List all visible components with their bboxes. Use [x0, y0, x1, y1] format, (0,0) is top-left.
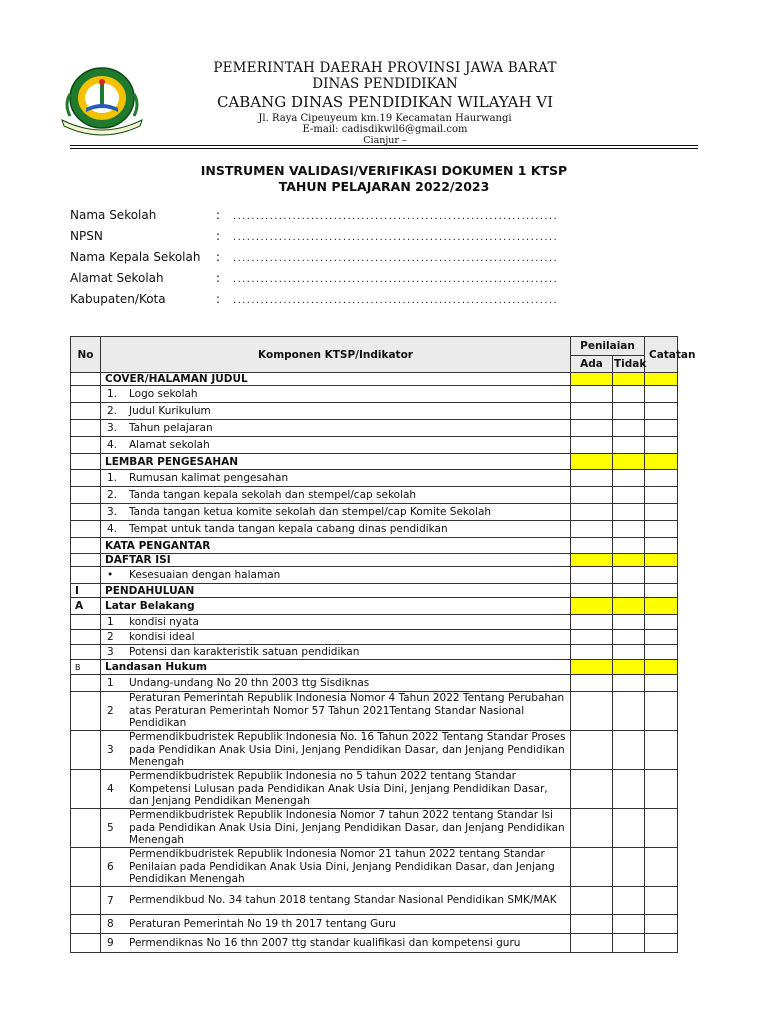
catatan-cell[interactable] — [645, 521, 678, 538]
table-row: 2. Judul Kurikulum — [71, 403, 678, 420]
province-logo — [56, 64, 148, 136]
table-row: 5 Permendikbudristek Republik Indonesia Nomor 7 tahun 2022 tentang Standar Isi pada Pendidikan Anak Usia Dini, Jenjang Pendidikan Dasar, dan Jenjang Pendidikan Menengah — [71, 809, 678, 848]
ada-cell[interactable] — [571, 645, 613, 660]
table-row: 4. Tempat untuk tanda tangan kepala cabang dinas pendidikan — [71, 521, 678, 538]
catatan-cell[interactable] — [645, 567, 678, 584]
tidak-cell[interactable] — [613, 615, 645, 630]
tidak-cell[interactable] — [613, 887, 645, 915]
table-row: DAFTAR ISI — [71, 554, 678, 567]
catatan-cell[interactable] — [645, 615, 678, 630]
tidak-cell[interactable] — [613, 770, 645, 809]
catatan-cell[interactable] — [645, 809, 678, 848]
ktsp-checklist-table — [70, 336, 696, 953]
identity-row-address: Alamat Sekolah : ....................................................................... — [70, 271, 559, 285]
ada-cell[interactable] — [571, 487, 613, 504]
doc-title: INSTRUMEN VALIDASI/VERIFIKASI DOKUMEN 1 KTSP — [200, 163, 568, 178]
col-header-penilaian: Penilaian — [571, 337, 645, 356]
ada-cell[interactable] — [571, 887, 613, 915]
identity-row-city: Kabupaten/Kota : ....................................................................... — [70, 292, 559, 306]
dept-name: DINAS PENDIDIKAN — [312, 76, 458, 92]
table-row: 3 Potensi dan karakteristik satuan pendidikan — [71, 645, 678, 660]
tidak-cell[interactable] — [613, 848, 645, 887]
ada-cell[interactable] — [571, 675, 613, 692]
identity-row-school-name: Nama Sekolah : ....................................................................... — [70, 208, 559, 222]
catatan-cell[interactable] — [645, 934, 678, 953]
catatan-cell[interactable] — [645, 848, 678, 887]
table-row: COVER/HALAMAN JUDUL — [71, 373, 678, 386]
tidak-cell[interactable] — [613, 504, 645, 521]
ada-cell[interactable] — [571, 470, 613, 487]
identity-row-npsn: NPSN : ....................................................................... — [70, 229, 559, 243]
city: Cianjur – — [363, 135, 407, 146]
table-row: 4 Permendikbudristek Republik Indonesia no 5 tahun 2022 tentang Standar Kompetensi Lulusan pada Pendidikan Anak Usia Dini, Jenjang Pendidikan Dasar, dan Jenjang Pendidikan Menengah — [71, 770, 678, 809]
tidak-cell[interactable] — [613, 731, 645, 770]
catatan-cell[interactable] — [645, 504, 678, 521]
tidak-cell[interactable] — [613, 692, 645, 731]
catatan-cell[interactable] — [645, 645, 678, 660]
ada-cell[interactable] — [571, 630, 613, 645]
table-row: 2 Peraturan Pemerintah Republik Indonesia Nomor 4 Tahun 2022 Tentang Perubahan atas Peraturan Pemerintah Nomor 57 Tahun 2021Tentang Standar Nasional Pendidikan — [71, 692, 678, 731]
tidak-cell[interactable] — [613, 521, 645, 538]
table-row: 6 Permendikbudristek Republik Indonesia Nomor 21 tahun 2022 tentang Standar Penilaian pada Pendidikan Anak Usia Dini, Jenjang Pendidikan Dasar, dan Jenjang Pendidikan Menengah — [71, 848, 678, 887]
tidak-cell[interactable] — [613, 487, 645, 504]
tidak-cell[interactable] — [613, 403, 645, 420]
col-header-komponen: Komponen KTSP/Indikator — [101, 337, 571, 373]
gov-name: PEMERINTAH DAERAH PROVINSI JAWA BARAT — [213, 60, 557, 76]
catatan-cell[interactable] — [645, 675, 678, 692]
table-row: 2. Tanda tangan kepala sekolah dan stempel/cap sekolah — [71, 487, 678, 504]
ada-cell[interactable] — [571, 504, 613, 521]
ada-cell[interactable] — [571, 915, 613, 934]
table-row: A Latar Belakang — [71, 598, 678, 615]
catatan-cell[interactable] — [645, 630, 678, 645]
ada-cell[interactable] — [571, 770, 613, 809]
tidak-cell[interactable] — [613, 630, 645, 645]
catatan-cell[interactable] — [645, 887, 678, 915]
catatan-cell[interactable] — [645, 915, 678, 934]
col-header-tidak: Tidak — [613, 356, 645, 373]
branch-name: CABANG DINAS PENDIDIKAN WILAYAH VI — [216, 93, 554, 111]
catatan-cell[interactable] — [645, 692, 678, 731]
table-row: 7 Permendikbud No. 34 tahun 2018 tentang Standar Nasional Pendidikan SMK/MAK — [71, 887, 678, 915]
col-header-no: No — [71, 337, 101, 373]
ada-cell[interactable] — [571, 403, 613, 420]
table-row: KATA PENGANTAR — [71, 538, 678, 554]
table-row: 3. Tanda tangan ketua komite sekolah dan stempel/cap Komite Sekolah — [71, 504, 678, 521]
tidak-cell[interactable] — [613, 470, 645, 487]
table-row: LEMBAR PENGESAHAN — [71, 454, 678, 470]
tidak-cell[interactable] — [613, 386, 645, 403]
table-row: 8 Peraturan Pemerintah No 19 th 2017 tentang Guru — [71, 915, 678, 934]
table-row: 1. Logo sekolah — [71, 386, 678, 403]
table-row: 9 Permendiknas No 16 thn 2007 ttg standar kualifikasi dan kompetensi guru — [71, 934, 678, 953]
ada-cell[interactable] — [571, 521, 613, 538]
ada-cell[interactable] — [571, 437, 613, 454]
table-row: I PENDAHULUAN — [71, 584, 678, 598]
ada-cell[interactable] — [571, 848, 613, 887]
letterhead-divider-2 — [70, 148, 698, 149]
address: Jl. Raya Cipeuyeum km.19 Kecamatan Haurwangi — [258, 113, 512, 124]
ada-cell[interactable] — [571, 420, 613, 437]
email: E-mail: cadisdikwil6@gmail.com — [302, 124, 468, 135]
table-row: 4. Alamat sekolah — [71, 437, 678, 454]
table-row: • Kesesuaian dengan halaman — [71, 567, 678, 584]
ada-cell[interactable] — [571, 692, 613, 731]
catatan-cell[interactable] — [645, 403, 678, 420]
table-row: 3 Permendikbudristek Republik Indonesia No. 16 Tahun 2022 Tentang Standar Proses pada Pendidikan Anak Usia Dini, Jenjang Pendidikan Dasar, dan Jenjang Pendidikan Menengah — [71, 731, 678, 770]
table-row: 1 kondisi nyata — [71, 615, 678, 630]
catatan-cell[interactable] — [645, 731, 678, 770]
tidak-cell[interactable] — [613, 645, 645, 660]
col-header-catatan: Catatan — [645, 337, 678, 373]
table-row: 2 kondisi ideal — [71, 630, 678, 645]
ada-cell[interactable] — [571, 386, 613, 403]
col-header-ada: Ada — [571, 356, 613, 373]
tidak-cell[interactable] — [613, 420, 645, 437]
catatan-cell[interactable] — [645, 487, 678, 504]
catatan-cell[interactable] — [645, 770, 678, 809]
doc-year: TAHUN PELAJARAN 2022/2023 — [278, 179, 490, 194]
catatan-cell[interactable] — [645, 437, 678, 454]
catatan-cell[interactable] — [645, 386, 678, 403]
tidak-cell[interactable] — [613, 675, 645, 692]
tidak-cell[interactable] — [613, 437, 645, 454]
table-row: B Landasan Hukum — [71, 660, 678, 675]
table-row: 1. Rumusan kalimat pengesahan — [71, 470, 678, 487]
tidak-cell[interactable] — [613, 934, 645, 953]
table-row: 1 Undang-undang No 20 thn 2003 ttg Sisdiknas — [71, 675, 678, 692]
ada-cell[interactable] — [571, 567, 613, 584]
tidak-cell[interactable] — [613, 915, 645, 934]
ada-cell[interactable] — [571, 615, 613, 630]
identity-row-principal: Nama Kepala Sekolah : ....................................................................... — [70, 250, 559, 264]
letterhead-divider — [70, 145, 698, 146]
ada-cell[interactable] — [571, 809, 613, 848]
ada-cell[interactable] — [571, 731, 613, 770]
table-row: 3. Tahun pelajaran — [71, 420, 678, 437]
ada-cell[interactable] — [571, 934, 613, 953]
tidak-cell[interactable] — [613, 809, 645, 848]
catatan-cell[interactable] — [645, 470, 678, 487]
tidak-cell[interactable] — [613, 567, 645, 584]
letterhead — [150, 60, 620, 146]
catatan-cell[interactable] — [645, 420, 678, 437]
